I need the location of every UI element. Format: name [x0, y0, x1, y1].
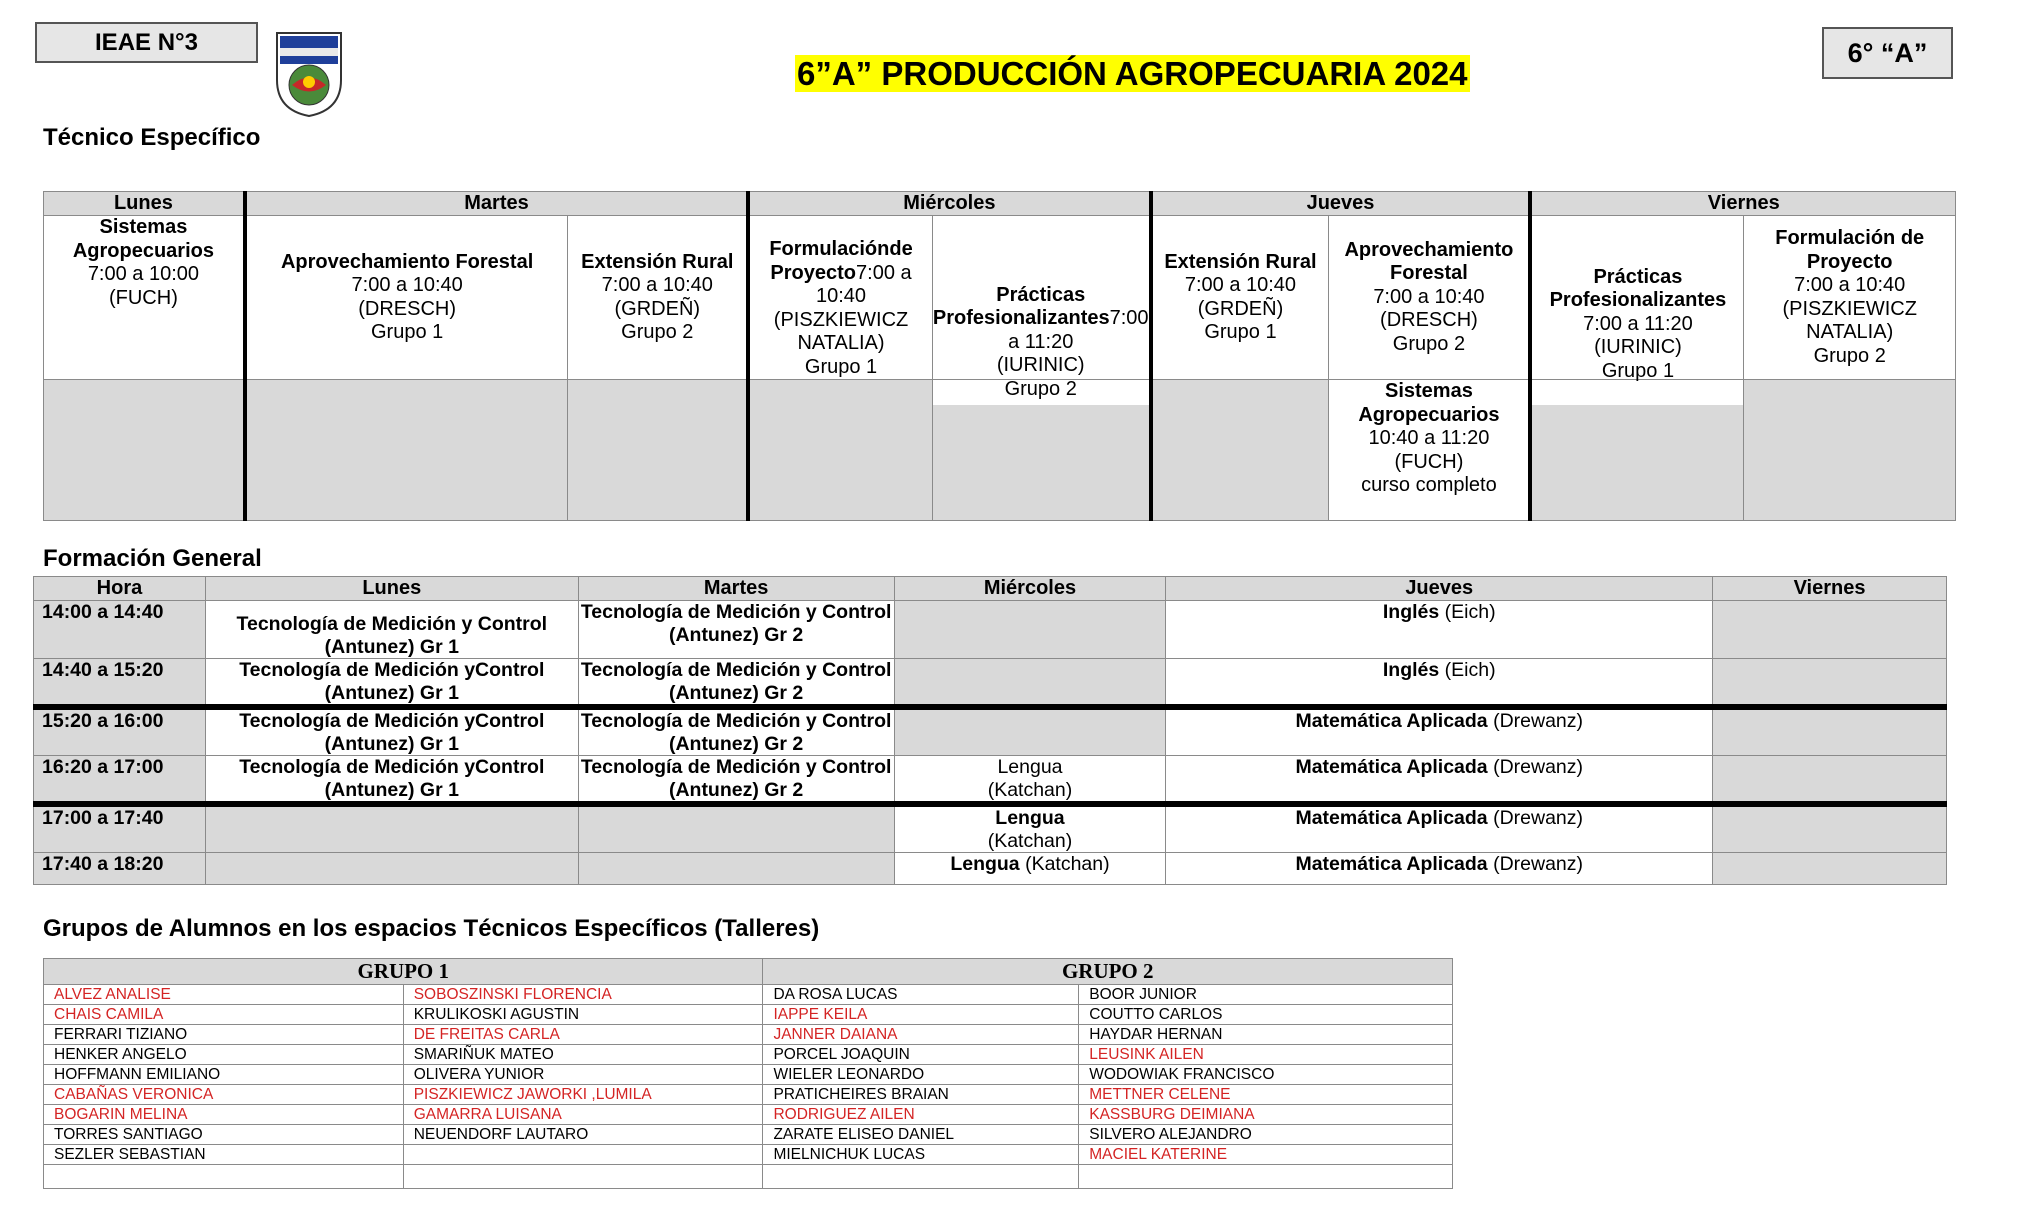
- hour-cell: 16:20 a 17:00: [34, 756, 206, 805]
- empty-slot: [578, 804, 894, 853]
- class-cell: Tecnología de Medición y Control (Antunez) Gr 2: [578, 659, 894, 708]
- class-miercoles-1: Formulaciónde Proyecto7:00 a 10:40 (PISZKIEWICZ NATALIA) Grupo 1: [748, 216, 932, 380]
- student-name: HENKER ANGELO: [44, 1045, 404, 1065]
- class-cell: Tecnología de Medición y Control (Antunez) Gr 2: [578, 707, 894, 756]
- student-name: RODRIGUEZ AILEN: [763, 1105, 1079, 1125]
- student-name: JANNER DAIANA: [763, 1025, 1079, 1045]
- school-logo: [274, 30, 344, 118]
- student-name: HAYDAR HERNAN: [1079, 1025, 1453, 1045]
- class-cell: Lengua (Katchan): [894, 756, 1166, 805]
- student-name: [1079, 1165, 1453, 1189]
- day-header-martes: Martes: [245, 192, 748, 216]
- grupos-table: [43, 958, 1453, 1189]
- grupo2-header: GRUPO 2: [763, 959, 1453, 985]
- class-martes-1: Aprovechamiento Forestal 7:00 a 10:40 (DRESCH) Grupo 1: [245, 216, 568, 380]
- student-row: [44, 1145, 1453, 1165]
- table-row: [34, 707, 1947, 756]
- student-name: TORRES SANTIAGO: [44, 1125, 404, 1145]
- general-heading: Formación General: [43, 545, 262, 572]
- student-name: NEUENDORF LAUTARO: [403, 1125, 763, 1145]
- student-name: LEUSINK AILEN: [1079, 1045, 1453, 1065]
- table-row: [34, 853, 1947, 885]
- empty-slot: [894, 659, 1166, 708]
- class-cell: Lengua (Katchan): [894, 804, 1166, 853]
- student-name: DA ROSA LUCAS: [763, 985, 1079, 1005]
- student-name: KASSBURG DEIMIANA: [1079, 1105, 1453, 1125]
- empty-slot: [568, 380, 748, 521]
- empty-slot: [44, 380, 245, 521]
- empty-slot: [578, 853, 894, 885]
- class-cell: Matemática Aplicada (Drewanz): [1166, 853, 1713, 885]
- student-name: [44, 1165, 404, 1189]
- grupo1-header: GRUPO 1: [44, 959, 763, 985]
- school-label: IEAE N°3: [35, 22, 258, 63]
- empty-slot: [1713, 804, 1947, 853]
- col-hora: Hora: [34, 577, 206, 601]
- class-jueves-3: Sistemas Agropecuarios 10:40 a 11:20 (FUCH) curso completo: [1329, 380, 1531, 521]
- student-name: IAPPE KEILA: [763, 1005, 1079, 1025]
- course-label: 6° “A”: [1822, 27, 1953, 79]
- class-viernes-1: Prácticas Profesionalizantes 7:00 a 11:20 (IURINIC) Grupo 1: [1530, 216, 1743, 380]
- student-name: SMARIÑUK MATEO: [403, 1045, 763, 1065]
- tecnico-heading: Técnico Específico: [43, 124, 261, 151]
- student-name: METTNER CELENE: [1079, 1085, 1453, 1105]
- student-name: WIELER LEONARDO: [763, 1065, 1079, 1085]
- student-name: SEZLER SEBASTIAN: [44, 1145, 404, 1165]
- day-header-viernes: Viernes: [1530, 192, 1955, 216]
- student-name: BOOR JUNIOR: [1079, 985, 1453, 1005]
- student-name: MACIEL KATERINE: [1079, 1145, 1453, 1165]
- student-row: [44, 985, 1453, 1005]
- empty-slot: [205, 853, 578, 885]
- student-name: KRULIKOSKI AGUSTIN: [403, 1005, 763, 1025]
- student-name: HOFFMANN EMILIANO: [44, 1065, 404, 1085]
- student-name: WODOWIAK FRANCISCO: [1079, 1065, 1453, 1085]
- empty-slot: [894, 707, 1166, 756]
- student-name: PRATICHEIRES BRAIAN: [763, 1085, 1079, 1105]
- class-cell: Inglés (Eich): [1166, 659, 1713, 708]
- empty-slot: [1713, 756, 1947, 805]
- empty-slot: [1713, 853, 1947, 885]
- class-cell: Inglés (Eich): [1166, 601, 1713, 659]
- student-name: ZARATE ELISEO DANIEL: [763, 1125, 1079, 1145]
- table-row: [34, 601, 1947, 659]
- class-viernes-2: Formulación de Proyecto 7:00 a 10:40 (PISZKIEWICZ NATALIA) Grupo 2: [1744, 216, 1956, 380]
- table-row: [34, 804, 1947, 853]
- class-jueves-2: Aprovechamiento Forestal 7:00 a 10:40 (DRESCH) Grupo 2: [1329, 216, 1531, 380]
- class-lunes: Sistemas Agropecuarios 7:00 a 10:00 (FUCH): [44, 216, 245, 380]
- grupos-heading: Grupos de Alumnos en los espacios Técnicos Específicos (Talleres): [43, 915, 820, 942]
- class-cell: Tecnología de Medición y Control (Antunez) Gr 1: [205, 601, 578, 659]
- class-cell: Tecnología de Medición y Control (Antunez) Gr 2: [578, 756, 894, 805]
- student-name: CABAÑAS VERONICA: [44, 1085, 404, 1105]
- hour-cell: 17:40 a 18:20: [34, 853, 206, 885]
- class-martes-2: Extensión Rural 7:00 a 10:40 (GRDEÑ) Grupo 2: [568, 216, 748, 380]
- empty-slot: [1713, 601, 1947, 659]
- class-miercoles-2: Prácticas Profesionalizantes7:00 a 11:20 (IURINIC) Grupo 2: [932, 216, 1150, 380]
- col-jueves: Jueves: [1166, 577, 1713, 601]
- student-row: [44, 1085, 1453, 1105]
- empty-slot: [205, 804, 578, 853]
- empty-slot: [1151, 380, 1329, 521]
- student-row: [44, 1125, 1453, 1145]
- student-name: ALVEZ ANALISE: [44, 985, 404, 1005]
- student-name: [403, 1145, 763, 1165]
- student-name: BOGARIN MELINA: [44, 1105, 404, 1125]
- table-row: [34, 659, 1947, 708]
- general-schedule-table: [33, 576, 1947, 885]
- student-name: FERRARI TIZIANO: [44, 1025, 404, 1045]
- student-row: [44, 1025, 1453, 1045]
- page-title: 6”A” PRODUCCIÓN AGROPECUARIA 2024: [797, 55, 1468, 92]
- student-name: SILVERO ALEJANDRO: [1079, 1125, 1453, 1145]
- class-cell: Matemática Aplicada (Drewanz): [1166, 804, 1713, 853]
- student-name: DE FREITAS CARLA: [403, 1025, 763, 1045]
- student-name: [763, 1165, 1079, 1189]
- col-miercoles: Miércoles: [894, 577, 1166, 601]
- student-name: PISZKIEWICZ JAWORKI ,LUMILA: [403, 1085, 763, 1105]
- hour-cell: 14:40 a 15:20: [34, 659, 206, 708]
- day-header-jueves: Jueves: [1151, 192, 1531, 216]
- hour-cell: 17:00 a 17:40: [34, 804, 206, 853]
- class-cell: Tecnología de Medición yControl (Antunez) Gr 1: [205, 756, 578, 805]
- class-cell: Tecnología de Medición yControl (Antunez) Gr 1: [205, 707, 578, 756]
- empty-slot: [1713, 659, 1947, 708]
- student-row: [44, 1105, 1453, 1125]
- student-name: MIELNICHUK LUCAS: [763, 1145, 1079, 1165]
- day-header-miercoles: Miércoles: [748, 192, 1150, 216]
- student-name: [403, 1165, 763, 1189]
- day-header-lunes: Lunes: [44, 192, 245, 216]
- class-cell: Tecnología de Medición y Control (Antunez) Gr 2: [578, 601, 894, 659]
- student-name: SOBOSZINSKI FLORENCIA: [403, 985, 763, 1005]
- table-row: [34, 756, 1947, 805]
- student-name: COUTTO CARLOS: [1079, 1005, 1453, 1025]
- student-name: OLIVERA YUNIOR: [403, 1065, 763, 1085]
- class-jueves-1: Extensión Rural 7:00 a 10:40 (GRDEÑ) Grupo 1: [1151, 216, 1329, 380]
- hour-cell: 15:20 a 16:00: [34, 707, 206, 756]
- empty-slot: [1530, 380, 1743, 521]
- col-viernes: Viernes: [1713, 577, 1947, 601]
- col-lunes: Lunes: [205, 577, 578, 601]
- class-cell: Matemática Aplicada (Drewanz): [1166, 707, 1713, 756]
- student-row: [44, 1065, 1453, 1085]
- student-name: GAMARRA LUISANA: [403, 1105, 763, 1125]
- student-row: [44, 1165, 1453, 1189]
- empty-slot: [1744, 380, 1956, 521]
- hour-cell: 14:00 a 14:40: [34, 601, 206, 659]
- class-cell: Tecnología de Medición yControl (Antunez) Gr 1: [205, 659, 578, 708]
- empty-slot: [894, 601, 1166, 659]
- class-cell: Lengua (Katchan): [894, 853, 1166, 885]
- student-row: [44, 1045, 1453, 1065]
- tecnico-schedule-table: [43, 191, 1956, 521]
- empty-slot: [1713, 707, 1947, 756]
- empty-slot: [245, 380, 568, 521]
- student-name: PORCEL JOAQUIN: [763, 1045, 1079, 1065]
- class-cell: Matemática Aplicada (Drewanz): [1166, 756, 1713, 805]
- empty-slot: [748, 380, 932, 521]
- col-martes: Martes: [578, 577, 894, 601]
- student-row: [44, 1005, 1453, 1025]
- student-name: CHAIS CAMILA: [44, 1005, 404, 1025]
